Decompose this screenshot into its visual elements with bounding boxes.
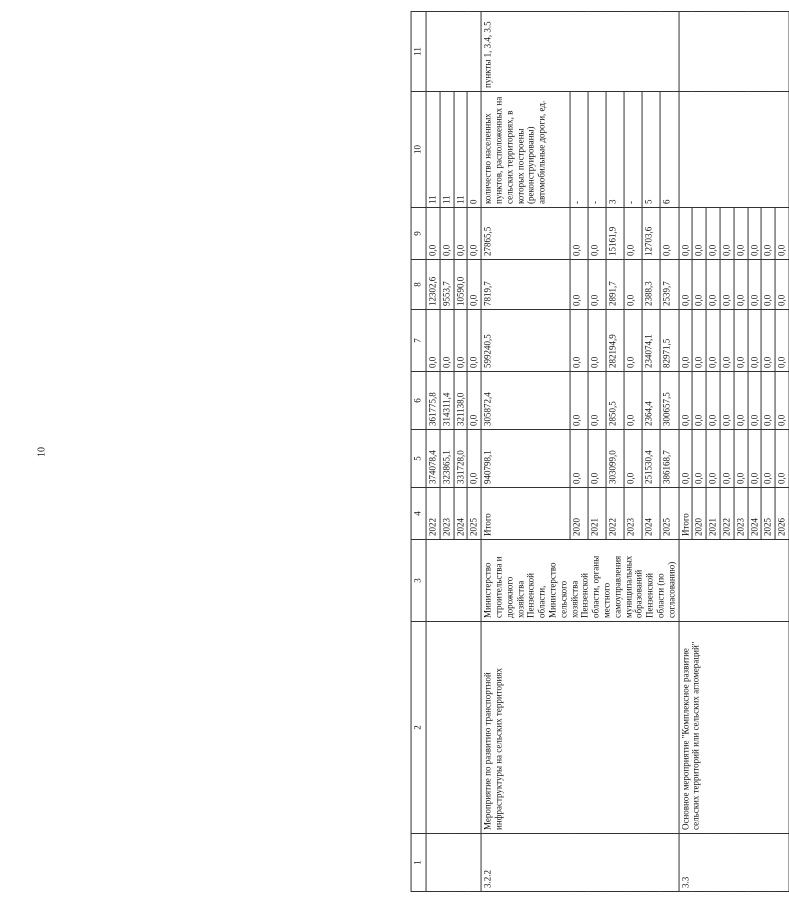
executor-cell: Министерство строительства и дорожного хозяйства Пензенской области, Министерство сельского хозяйства Пензенской области, органы местного самоуправления муниципальных образований Пензенской области (по согласованию) bbox=[481, 540, 678, 622]
value-cell: 0,0 bbox=[692, 430, 706, 488]
year-cell: 2021 bbox=[706, 488, 720, 540]
year-cell: 2022 bbox=[426, 488, 440, 540]
value-cell: 0,0 bbox=[734, 372, 748, 430]
value-cell: 0,0 bbox=[692, 208, 706, 260]
column-number: 7 bbox=[411, 310, 426, 372]
value-cell: 0,0 bbox=[692, 260, 706, 310]
value-cell: 0,0 bbox=[706, 372, 720, 430]
value-cell: 0,0 bbox=[624, 208, 642, 260]
value-cell: 0,0 bbox=[624, 260, 642, 310]
value-cell: 15161,9 bbox=[606, 208, 624, 260]
year-cell: 2020 bbox=[692, 488, 706, 540]
table-cell bbox=[426, 540, 481, 622]
column-number: 10 bbox=[411, 92, 426, 208]
value-cell: 0,0 bbox=[426, 310, 440, 372]
total-value: 599240,5 bbox=[481, 310, 570, 372]
column-number: 2 bbox=[411, 622, 426, 834]
value-cell: 0,0 bbox=[454, 310, 468, 372]
table-cell bbox=[426, 622, 481, 834]
column-number: 5 bbox=[411, 430, 426, 488]
indicator-value: - bbox=[570, 92, 588, 208]
header-row bbox=[411, 12, 426, 892]
value-cell: 82971,5 bbox=[660, 310, 678, 372]
section-name: Мероприятие по развитию транспортной инфраструктуры на сельских территориях bbox=[481, 622, 678, 834]
value-cell: 0,0 bbox=[775, 260, 789, 310]
value-cell: 10590,0 bbox=[454, 260, 468, 310]
total-value: 0,0 bbox=[679, 430, 693, 488]
value-cell: 300657,5 bbox=[660, 372, 678, 430]
value-cell: 11 bbox=[440, 92, 454, 208]
indicator-value: - bbox=[624, 92, 642, 208]
year-cell: 2021 bbox=[588, 488, 606, 540]
year-cell: 2023 bbox=[624, 488, 642, 540]
value-cell: 0,0 bbox=[775, 372, 789, 430]
indicator-value: - bbox=[588, 92, 606, 208]
value-cell: 331728,0 bbox=[454, 430, 468, 488]
value-cell: 2850,5 bbox=[606, 372, 624, 430]
value-cell: 0,0 bbox=[748, 260, 762, 310]
total-label: Итого bbox=[481, 488, 570, 540]
indicator-cell: количество населенных пунктов, расположенных на сельских территориях, в которых построены (реконструированы) автомобильные дороги, ед. bbox=[481, 92, 570, 208]
value-cell: 361775,8 bbox=[426, 372, 440, 430]
value-cell: 0,0 bbox=[720, 260, 734, 310]
value-cell: 0,0 bbox=[720, 208, 734, 260]
value-cell: 0,0 bbox=[570, 430, 588, 488]
total-value: 305872,4 bbox=[481, 372, 570, 430]
value-cell: 0 bbox=[467, 92, 481, 208]
year-cell: 2026 bbox=[775, 488, 789, 540]
value-cell: 251530,4 bbox=[642, 430, 660, 488]
value-cell: 0,0 bbox=[761, 310, 775, 372]
value-cell: 0,0 bbox=[454, 208, 468, 260]
value-cell: 0,0 bbox=[706, 430, 720, 488]
value-cell: 0,0 bbox=[624, 372, 642, 430]
value-cell: 0,0 bbox=[467, 310, 481, 372]
column-number: 9 bbox=[411, 208, 426, 260]
value-cell: 12302,6 bbox=[426, 260, 440, 310]
value-cell: 0,0 bbox=[761, 208, 775, 260]
total-value: 0,0 bbox=[679, 372, 693, 430]
value-cell: 0,0 bbox=[748, 430, 762, 488]
page-number: 10 bbox=[36, 447, 48, 457]
value-cell: 0,0 bbox=[588, 310, 606, 372]
value-cell: 0,0 bbox=[775, 430, 789, 488]
note-cell bbox=[679, 12, 789, 92]
value-cell: 323865,1 bbox=[440, 430, 454, 488]
rotated-document bbox=[411, 12, 789, 892]
funding-table bbox=[411, 11, 789, 892]
year-cell: 2022 bbox=[606, 488, 624, 540]
section-number: 3.3 bbox=[679, 834, 789, 892]
value-cell: 0,0 bbox=[588, 372, 606, 430]
value-cell: 0,0 bbox=[570, 310, 588, 372]
column-number: 3 bbox=[411, 540, 426, 622]
total-value: 27865,5 bbox=[481, 208, 570, 260]
total-value: 0,0 bbox=[679, 310, 693, 372]
year-cell: 2025 bbox=[761, 488, 775, 540]
year-cell: 2023 bbox=[734, 488, 748, 540]
value-cell: 0,0 bbox=[761, 430, 775, 488]
year-cell: 2024 bbox=[642, 488, 660, 540]
indicator-value: 3 bbox=[606, 92, 624, 208]
value-cell: 282194,9 bbox=[606, 310, 624, 372]
section-name: Основное мероприятие "Комплексное развитие сельских территорий или сельских агломераций" bbox=[679, 622, 789, 834]
column-number: 1 bbox=[411, 834, 426, 892]
note-cell: пункты 1, 3.4, 3.5 bbox=[481, 12, 678, 92]
value-cell: 0,0 bbox=[440, 310, 454, 372]
value-cell: 0,0 bbox=[570, 372, 588, 430]
value-cell: 0,0 bbox=[748, 372, 762, 430]
value-cell: 0,0 bbox=[440, 208, 454, 260]
value-cell: 0,0 bbox=[467, 372, 481, 430]
total-label: Итого bbox=[679, 488, 693, 540]
section-number: 3.2.2 bbox=[481, 834, 678, 892]
column-number: 11 bbox=[411, 12, 426, 92]
value-cell: 321138,0 bbox=[454, 372, 468, 430]
value-cell: 0,0 bbox=[467, 208, 481, 260]
value-cell: 0,0 bbox=[706, 310, 720, 372]
year-cell: 2025 bbox=[660, 488, 678, 540]
year-cell: 2024 bbox=[748, 488, 762, 540]
value-cell: 234074,1 bbox=[642, 310, 660, 372]
value-cell: 2891,7 bbox=[606, 260, 624, 310]
value-cell: 2364,4 bbox=[642, 372, 660, 430]
value-cell: 0,0 bbox=[734, 430, 748, 488]
value-cell: 0,0 bbox=[660, 208, 678, 260]
value-cell: 2539,7 bbox=[660, 260, 678, 310]
value-cell: 386168,7 bbox=[660, 430, 678, 488]
year-cell: 2022 bbox=[720, 488, 734, 540]
year-cell: 2025 bbox=[467, 488, 481, 540]
table-cell bbox=[426, 834, 481, 892]
section-row-total bbox=[679, 12, 693, 892]
total-value: 940798,1 bbox=[481, 430, 570, 488]
table-body bbox=[411, 12, 789, 892]
value-cell: 0,0 bbox=[734, 310, 748, 372]
value-cell: 0,0 bbox=[761, 372, 775, 430]
value-cell: 0,0 bbox=[588, 208, 606, 260]
year-cell: 2020 bbox=[570, 488, 588, 540]
value-cell: 0,0 bbox=[748, 310, 762, 372]
table-cell bbox=[426, 12, 481, 92]
value-cell: 0,0 bbox=[720, 310, 734, 372]
value-cell: 0,0 bbox=[734, 260, 748, 310]
indicator-value: 6 bbox=[660, 92, 678, 208]
value-cell: 303099,0 bbox=[606, 430, 624, 488]
value-cell: 0,0 bbox=[692, 310, 706, 372]
total-value: 0,0 bbox=[679, 208, 693, 260]
value-cell: 9553,7 bbox=[440, 260, 454, 310]
total-value: 0,0 bbox=[679, 260, 693, 310]
value-cell: 314311,4 bbox=[440, 372, 454, 430]
value-cell: 0,0 bbox=[706, 260, 720, 310]
column-number: 4 bbox=[411, 488, 426, 540]
column-number: 6 bbox=[411, 372, 426, 430]
value-cell: 0,0 bbox=[775, 208, 789, 260]
value-cell: 0,0 bbox=[775, 310, 789, 372]
value-cell: 0,0 bbox=[588, 260, 606, 310]
value-cell: 0,0 bbox=[467, 260, 481, 310]
value-cell: 0,0 bbox=[467, 430, 481, 488]
value-cell: 0,0 bbox=[570, 208, 588, 260]
section-row-total bbox=[481, 12, 570, 892]
value-cell: 11 bbox=[454, 92, 468, 208]
value-cell: 0,0 bbox=[748, 208, 762, 260]
value-cell: 0,0 bbox=[624, 430, 642, 488]
total-value: 7819,7 bbox=[481, 260, 570, 310]
value-cell: 0,0 bbox=[692, 372, 706, 430]
column-number: 8 bbox=[411, 260, 426, 310]
value-cell: 374078,4 bbox=[426, 430, 440, 488]
value-cell: 2388,3 bbox=[642, 260, 660, 310]
value-cell: 0,0 bbox=[720, 372, 734, 430]
value-cell: 0,0 bbox=[761, 260, 775, 310]
value-cell: 0,0 bbox=[426, 208, 440, 260]
value-cell: 12703,6 bbox=[642, 208, 660, 260]
continuation-row bbox=[426, 12, 440, 892]
value-cell: 0,0 bbox=[588, 430, 606, 488]
value-cell: 0,0 bbox=[570, 260, 588, 310]
value-cell: 0,0 bbox=[720, 430, 734, 488]
executor-cell bbox=[679, 540, 789, 622]
indicator-cell bbox=[679, 92, 789, 208]
value-cell: 0,0 bbox=[706, 208, 720, 260]
value-cell: 11 bbox=[426, 92, 440, 208]
indicator-value: 5 bbox=[642, 92, 660, 208]
year-cell: 2024 bbox=[454, 488, 468, 540]
year-cell: 2023 bbox=[440, 488, 454, 540]
value-cell: 0,0 bbox=[624, 310, 642, 372]
value-cell: 0,0 bbox=[734, 208, 748, 260]
